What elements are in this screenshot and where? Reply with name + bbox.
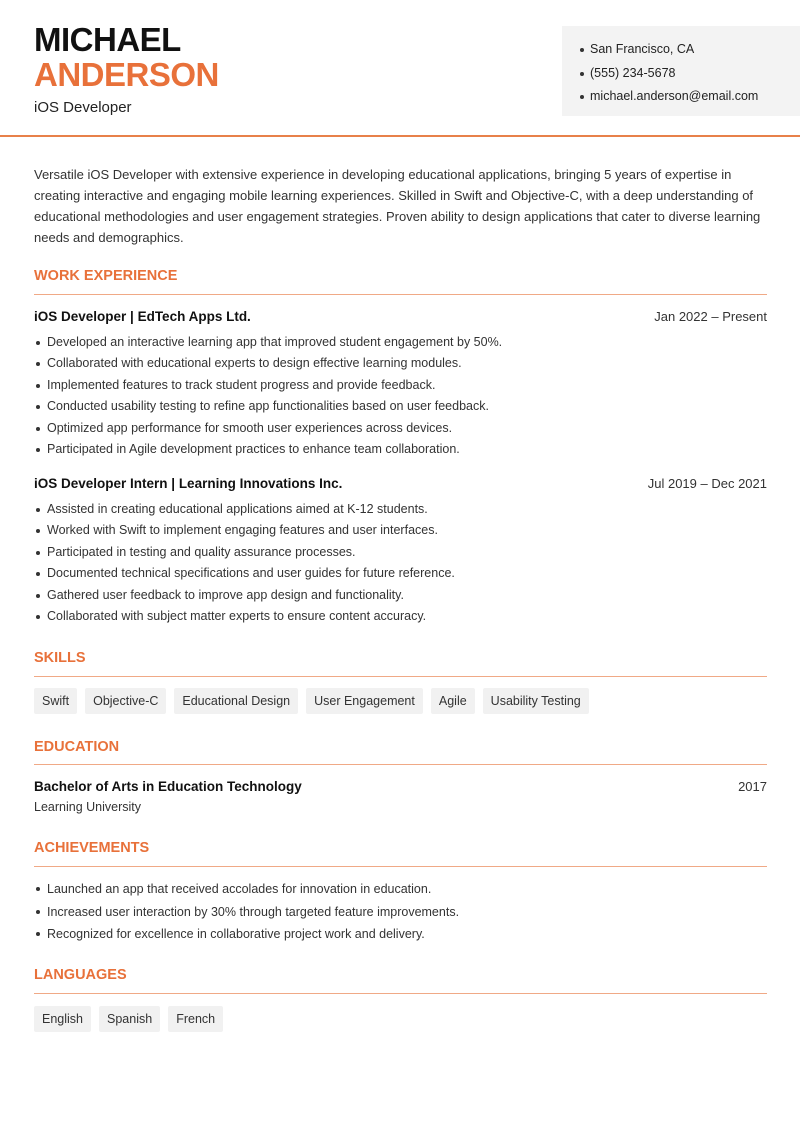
list-item: Gathered user feedback to improve app design and functionality. [34, 585, 767, 606]
list-item: Optimized app performance for smooth user experiences across devices. [34, 418, 767, 439]
list-item: Implemented features to track student progress and provide feedback. [34, 375, 767, 396]
language-tag: French [168, 1006, 223, 1032]
list-item: Recognized for excellence in collaborative project work and delivery. [34, 923, 767, 946]
skills-list [34, 688, 589, 714]
degree: Bachelor of Arts in Education Technology [34, 779, 302, 794]
skill-tag: User Engagement [306, 688, 423, 714]
section-title-languages: LANGUAGES [34, 967, 127, 983]
section-title-achievements: ACHIEVEMENTS [34, 840, 150, 856]
job-title: iOS Developer [34, 99, 132, 116]
contact-location: San Francisco, CA [580, 38, 800, 62]
section-divider [34, 993, 767, 994]
achievement-bullets [34, 878, 767, 946]
list-item: Documented technical specifications and user guides for future reference. [34, 563, 767, 584]
contact-box [562, 26, 800, 116]
school: Learning University [34, 800, 141, 814]
section-divider [34, 294, 767, 295]
job-dates: Jul 2019 – Dec 2021 [647, 476, 767, 491]
contact-phone: (555) 234-5678 [580, 62, 800, 86]
languages-list [34, 1006, 223, 1032]
list-item: Launched an app that received accolades for innovation in education. [34, 878, 767, 901]
section-divider [34, 866, 767, 867]
job-bullets [34, 499, 767, 627]
skill-tag: Objective-C [85, 688, 166, 714]
last-name: ANDERSON [34, 56, 219, 93]
graduation-year: 2017 [738, 779, 767, 794]
job-bullets [34, 332, 767, 460]
skill-tag: Educational Design [174, 688, 298, 714]
list-item: Collaborated with subject matter experts to ensure content accuracy. [34, 606, 767, 627]
skill-tag: Swift [34, 688, 77, 714]
job-heading: iOS Developer | EdTech Apps Ltd. [34, 309, 251, 324]
contact-email: michael.anderson@email.com [580, 85, 800, 109]
section-divider [34, 676, 767, 677]
list-item: Developed an interactive learning app that improved student engagement by 50%. [34, 332, 767, 353]
list-item: Increased user interaction by 30% through targeted feature improvements. [34, 901, 767, 924]
list-item: Conducted usability testing to refine app functionalities based on user feedback. [34, 396, 767, 417]
list-item: Worked with Swift to implement engaging features and user interfaces. [34, 520, 767, 541]
language-tag: Spanish [99, 1006, 160, 1032]
list-item: Participated in testing and quality assurance processes. [34, 542, 767, 563]
summary: Versatile iOS Developer with extensive experience in developing educational applications, bringing 5 years of expertise in creating interactive and engaging mobile learning experiences. Skilled in Swift and Objective-C, with a deep understanding of educational methodologies and user engagement strategies. Proven ability to design applications that cater to diverse learning needs and demographics. [34, 167, 761, 245]
list-item: Participated in Agile development practices to enhance team collaboration. [34, 439, 767, 460]
section-divider [34, 764, 767, 765]
job-heading: iOS Developer Intern | Learning Innovations Inc. [34, 476, 343, 491]
list-item: Assisted in creating educational applications aimed at K-12 students. [34, 499, 767, 520]
resume-header [0, 0, 800, 137]
section-title-education: EDUCATION [34, 739, 120, 755]
skill-tag: Agile [431, 688, 475, 714]
section-title-skills: SKILLS [34, 650, 86, 666]
language-tag: English [34, 1006, 91, 1032]
section-title-work: WORK EXPERIENCE [34, 268, 178, 284]
skill-tag: Usability Testing [483, 688, 589, 714]
first-name: MICHAEL [34, 21, 181, 58]
list-item: Collaborated with educational experts to design effective learning modules. [34, 353, 767, 374]
job-dates: Jan 2022 – Present [654, 309, 767, 324]
